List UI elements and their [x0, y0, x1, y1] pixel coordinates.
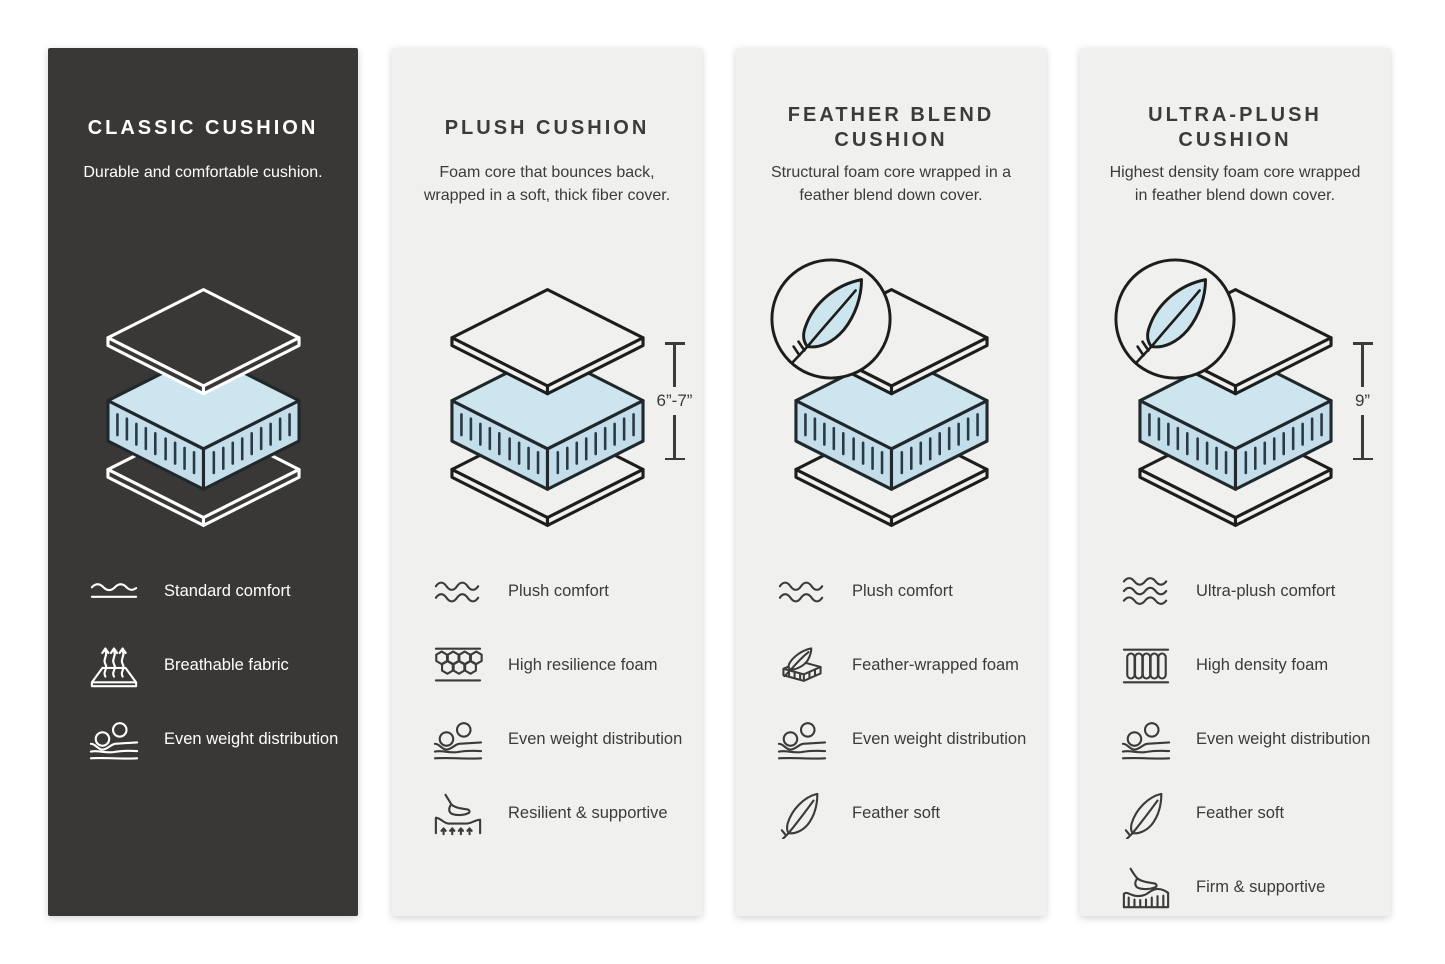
cushion-layers-diagram — [435, 287, 660, 528]
even-weight-icon — [88, 716, 140, 764]
honeycomb-foam-icon — [432, 642, 484, 690]
feature-label: Standard comfort — [164, 582, 291, 601]
feature-label: Feather soft — [1196, 804, 1285, 823]
even-weight-icon — [1120, 716, 1172, 764]
card-plush-cushion — [392, 48, 702, 916]
feature-label: Feather soft — [852, 804, 941, 823]
feature-label: Plush comfort — [852, 582, 953, 601]
height-measurement-label: 6”-7” — [656, 391, 693, 410]
feature-row — [432, 716, 692, 764]
feature-list — [48, 568, 358, 764]
feather-icon — [776, 790, 828, 838]
feature-row — [776, 716, 1036, 764]
feature-label: Breathable fabric — [164, 656, 289, 675]
height-measure — [647, 342, 703, 460]
feature-label: Firm & supportive — [1196, 878, 1326, 897]
feather-badge — [1111, 255, 1239, 383]
feature-label: Ultra-plush comfort — [1196, 582, 1336, 601]
top-layer — [107, 290, 298, 394]
feature-row — [432, 568, 692, 616]
feature-row — [88, 716, 348, 764]
feature-list — [1080, 568, 1390, 912]
resilient-supportive-icon — [432, 790, 484, 838]
feature-label: Even weight distribution — [164, 730, 339, 749]
feature-label: Resilient & supportive — [508, 804, 668, 823]
feature-row — [776, 568, 1036, 616]
feature-label: High resilience foam — [508, 656, 658, 675]
feature-row — [776, 642, 1036, 690]
feature-row — [432, 790, 692, 838]
card-title: PLUSH CUSHION — [444, 116, 650, 139]
feature-label: High density foam — [1196, 656, 1329, 675]
card-description: Structural foam core wrapped in a feather blend down cover. — [770, 164, 1012, 204]
feature-row — [1120, 568, 1380, 616]
wave-double-icon — [776, 568, 828, 616]
card-description: Highest density foam core wrapped in feather blend down cover. — [1109, 164, 1361, 204]
card-ultra-plush-cushion — [1080, 48, 1390, 916]
feature-list — [392, 568, 702, 838]
card-title: ULTRA-PLUSH CUSHION — [1148, 104, 1322, 151]
card-description: Durable and comfortable cushion. — [83, 164, 323, 181]
feather-wrapped-foam-icon — [776, 642, 828, 690]
feature-row — [1120, 790, 1380, 838]
diagram-area — [392, 268, 702, 528]
feature-label: Plush comfort — [508, 582, 609, 601]
even-weight-icon — [776, 716, 828, 764]
feature-label: Even weight distribution — [1196, 730, 1371, 749]
wave-double-icon — [432, 568, 484, 616]
firm-supportive-icon — [1120, 864, 1172, 912]
feature-label: Even weight distribution — [508, 730, 683, 749]
feature-row — [1120, 716, 1380, 764]
breathable-fabric-icon — [88, 642, 140, 690]
feature-row — [1120, 864, 1380, 912]
height-measurement-label: 9” — [1354, 391, 1371, 410]
feature-row — [88, 642, 348, 690]
diagram-area — [736, 268, 1046, 528]
card-title: CLASSIC CUSHION — [87, 116, 319, 139]
card-title: FEATHER BLEND CUSHION — [787, 104, 995, 151]
card-classic-cushion — [48, 48, 358, 916]
height-measure — [1335, 342, 1391, 460]
cushion-comparison — [48, 48, 1390, 916]
feature-row — [88, 568, 348, 616]
feature-list — [736, 568, 1046, 838]
feature-label: Feather-wrapped foam — [852, 656, 1019, 675]
card-description: Foam core that bounces back, wrapped in a soft, thick fiber cover. — [423, 164, 671, 204]
diagram-area — [1080, 268, 1390, 528]
top-layer — [451, 290, 642, 394]
wave-single-icon — [88, 568, 140, 616]
feature-row — [1120, 642, 1380, 690]
feature-row — [776, 790, 1036, 838]
feather-icon — [1120, 790, 1172, 838]
diagram-area — [48, 268, 358, 528]
card-feather-blend-cushion — [736, 48, 1046, 916]
cushion-layers-diagram — [91, 287, 316, 528]
feature-label: Even weight distribution — [852, 730, 1027, 749]
even-weight-icon — [432, 716, 484, 764]
feather-badge — [767, 255, 895, 383]
feature-row — [432, 642, 692, 690]
wave-triple-icon — [1120, 568, 1172, 616]
high-density-foam-icon — [1120, 642, 1172, 690]
